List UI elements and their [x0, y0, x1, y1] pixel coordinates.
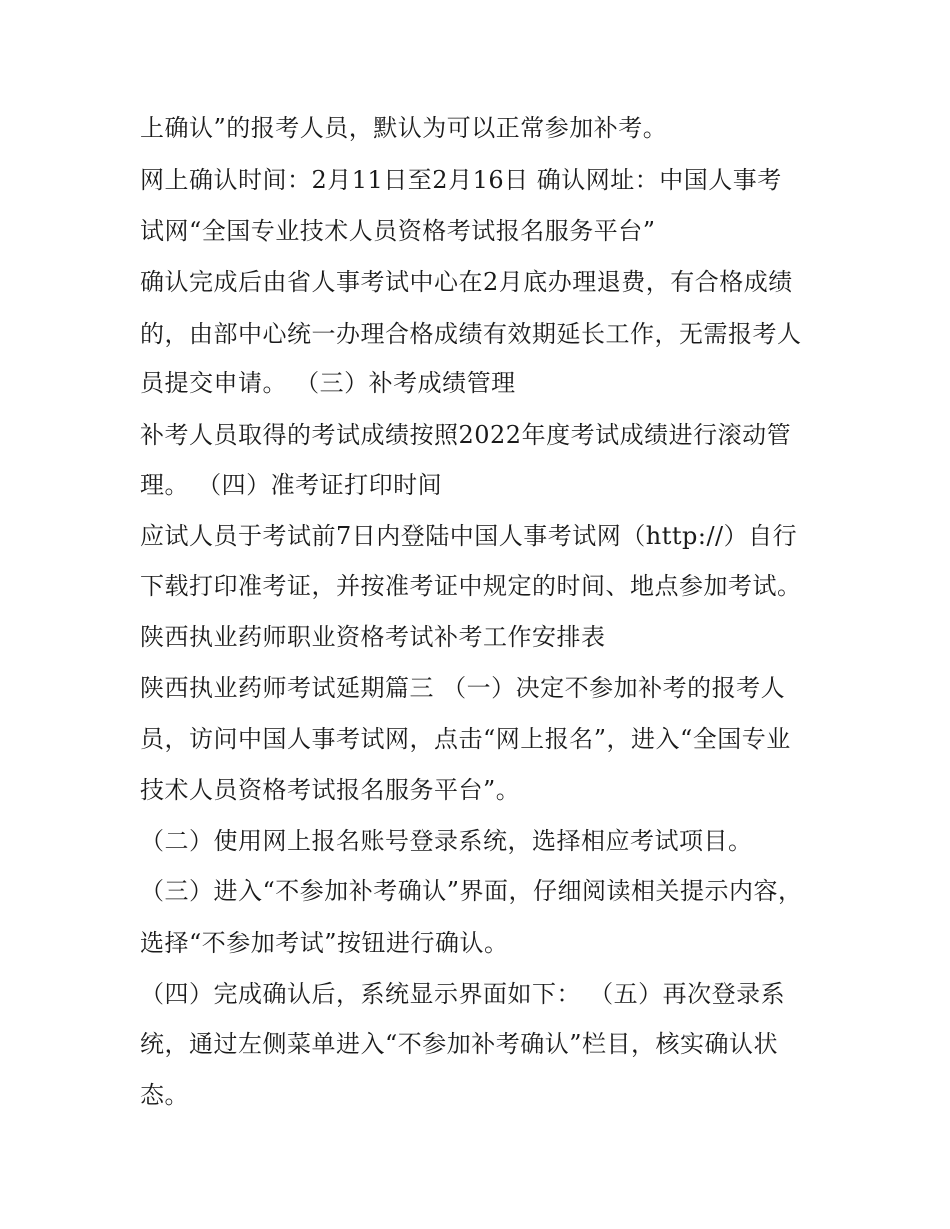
text-line: 技术人员资格考试报名服务平台”。: [140, 776, 521, 804]
text-line: （三）进入“不参加补考确认”界面，仔细阅读相关提示内容，: [140, 877, 803, 905]
text-line: 员提交申请。 （三）补考成绩管理: [140, 369, 516, 397]
text-line: 选择“不参加考试”按钮进行确认。: [140, 929, 509, 957]
text-line: 网上确认时间：2月11日至2月16日 确认网址：中国人事考: [140, 166, 782, 194]
text-line: （四）完成确认后，系统显示界面如下： （五）再次登录系: [140, 980, 786, 1008]
text-line: 试网“全国专业技术人员资格考试报名服务平台”: [140, 217, 656, 245]
text-line: 理。 （四）准考证打印时间: [140, 471, 443, 499]
text-line: 确认完成后由省人事考试中心在2月底办理退费，有合格成绩: [140, 268, 793, 296]
text-line: 上确认”的报考人员，默认为可以正常参加补考。: [140, 114, 668, 142]
text-line: 陕西执业药师考试延期篇三 （一）决定不参加补考的报考人: [140, 674, 786, 702]
text-line: 下载打印准考证，并按准考证中规定的时间、地点参加考试。: [140, 572, 802, 600]
text-line: 陕西执业药师职业资格考试补考工作安排表: [140, 623, 606, 651]
text-line: 的，由部中心统一办理合格成绩有效期延长工作，无需报考人: [140, 320, 802, 348]
text-line: 员，访问中国人事考试网，点击“网上报名”，进入“全国专业: [140, 725, 791, 753]
text-line: 补考人员取得的考试成绩按照2022年度考试成绩进行滚动管: [140, 421, 792, 449]
text-line: 应试人员于考试前7日内登陆中国人事考试网（http://）自行: [140, 522, 798, 550]
text-line: 态。: [140, 1081, 189, 1109]
text-line: （二）使用网上报名账号登录系统，选择相应考试项目。: [140, 827, 753, 855]
text-line: 统，通过左侧菜单进入“不参加补考确认”栏目，核实确认状: [140, 1030, 779, 1058]
